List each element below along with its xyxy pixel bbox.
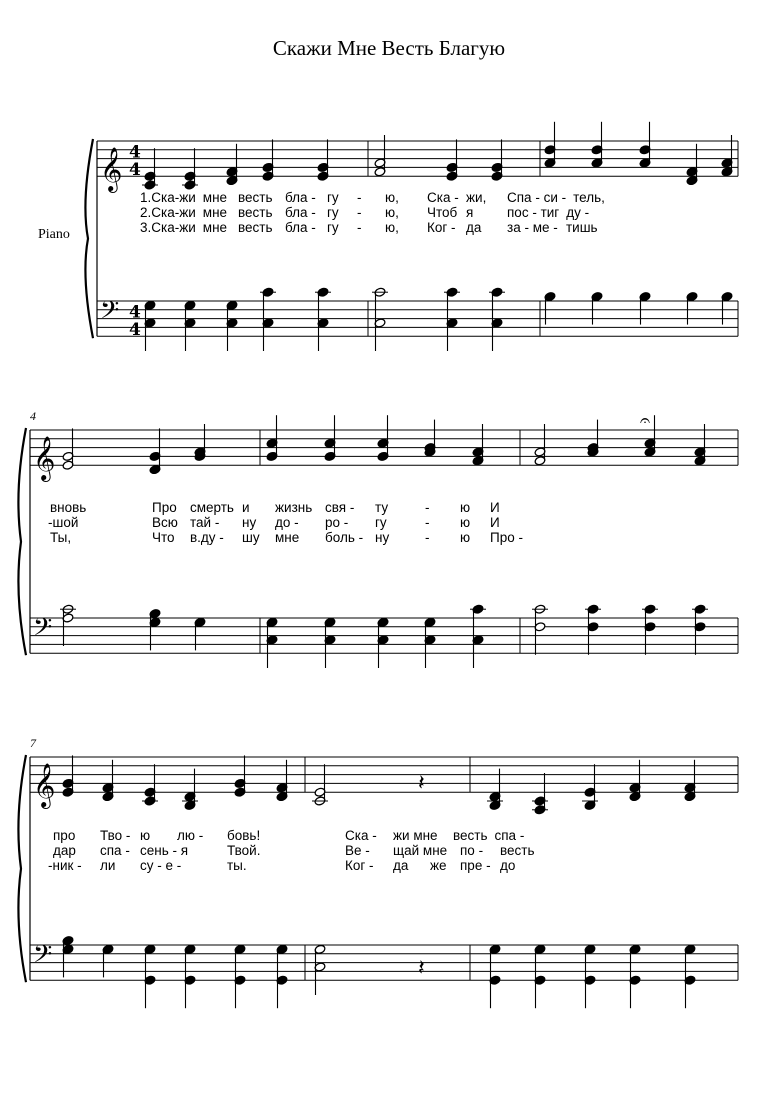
- lyric-syllable: ю,: [385, 190, 399, 205]
- lyric-syllable: пос - тиг: [507, 205, 560, 220]
- lyric-syllable: -ник -: [48, 858, 82, 873]
- lyric-syllable: ду -: [566, 205, 590, 220]
- lyric-syllable: Про: [152, 500, 177, 515]
- lyric-syllable: спа -: [494, 828, 525, 843]
- lyric-syllable: -: [357, 205, 362, 220]
- measure-number: 4: [30, 409, 36, 423]
- lyric-syllable: мне: [202, 205, 228, 220]
- lyric-syllable: тай -: [190, 515, 220, 530]
- lyric-syllable: Ког -: [345, 858, 374, 873]
- lyric-syllable: гу: [327, 205, 339, 220]
- lyric-syllable: же: [430, 858, 447, 873]
- lyric-syllable: 1.Ска-жи: [140, 190, 196, 205]
- treble-clef-icon: 𝄞: [33, 436, 56, 481]
- lyric-syllable: бла -: [285, 220, 316, 235]
- score-title: Скажи Мне Весть Благую: [272, 36, 506, 60]
- lyric-syllable: 3.Ска-жи: [140, 220, 196, 235]
- lyric-syllable: И: [490, 515, 500, 530]
- lyric-syllable: -: [357, 220, 362, 235]
- lyric-syllable: лю -: [177, 828, 204, 843]
- lyric-syllable: вновь: [50, 500, 87, 515]
- lyric-syllable: весть: [238, 220, 273, 235]
- lyric-syllable: ли: [100, 858, 116, 873]
- bass-clef-icon: 𝄢: [100, 296, 120, 331]
- lyric-syllable: за - ме -: [507, 220, 558, 235]
- lyric-syllable: ту: [375, 500, 389, 515]
- lyric-syllable: бовь!: [227, 828, 261, 843]
- lyric-syllable: Спа - си -: [507, 190, 567, 205]
- lyric-syllable: по -: [460, 843, 484, 858]
- bass-clef-icon: 𝄢: [33, 940, 53, 975]
- lyric-syllable: су - е -: [140, 858, 182, 873]
- lyric-syllable: весть: [238, 190, 273, 205]
- lyric-syllable: ро -: [325, 515, 349, 530]
- lyric-syllable: Ког -: [427, 220, 456, 235]
- lyric-syllable: мне: [275, 530, 300, 545]
- lyric-syllable: пре -: [460, 858, 491, 873]
- treble-clef-icon: 𝄞: [100, 147, 123, 192]
- lyric-syllable: весть: [453, 828, 488, 843]
- lyric-syllable: весть: [238, 205, 273, 220]
- lyric-syllable: щай мне: [393, 843, 448, 858]
- time-signature-bottom: 4: [129, 320, 141, 341]
- lyric-syllable: ю: [460, 530, 471, 545]
- lyric-syllable: весть: [500, 843, 535, 858]
- fermata-icon: 𝄐: [640, 410, 651, 431]
- lyric-syllable: Ты,: [50, 530, 72, 545]
- lyric-syllable: тель,: [573, 190, 605, 205]
- brace: [18, 755, 26, 982]
- instrument-label: Piano: [38, 227, 70, 242]
- lyric-syllable: ю,: [385, 205, 399, 220]
- lyric-syllable: Твой.: [227, 843, 261, 858]
- lyric-syllable: И: [490, 500, 500, 515]
- lyric-syllable: ю: [460, 515, 471, 530]
- lyric-syllable: Тво -: [100, 828, 131, 843]
- lyric-syllable: ю: [460, 500, 471, 515]
- lyric-syllable: ну: [375, 530, 390, 545]
- lyric-syllable: Ска -: [427, 190, 459, 205]
- lyric-syllable: Про -: [490, 530, 523, 545]
- lyric-syllable: бла -: [285, 190, 316, 205]
- lyric-syllable: гу: [375, 515, 387, 530]
- lyric-syllable: да: [466, 220, 482, 235]
- quarter-rest-icon: 𝄽: [418, 956, 425, 981]
- lyric-syllable: -: [425, 530, 430, 545]
- lyric-syllable: Что: [152, 530, 175, 545]
- measure-number: 7: [30, 736, 36, 750]
- lyric-syllable: Всю: [152, 515, 178, 530]
- lyric-syllable: бла -: [285, 205, 316, 220]
- lyric-syllable: сень - я: [140, 843, 189, 858]
- treble-clef-icon: 𝄞: [33, 763, 56, 808]
- lyric-syllable: смерть: [190, 500, 234, 515]
- lyric-syllable: до -: [275, 515, 299, 530]
- lyric-syllable: ю,: [385, 220, 399, 235]
- lyric-syllable: ну: [242, 515, 257, 530]
- lyric-syllable: Чтоб: [427, 205, 458, 220]
- lyric-syllable: мне: [202, 220, 228, 235]
- lyric-syllable: до: [500, 858, 516, 873]
- lyric-syllable: -шой: [48, 515, 79, 530]
- lyric-syllable: жи,: [466, 190, 487, 205]
- time-signature-top: 4: [129, 302, 141, 323]
- brace: [85, 139, 93, 338]
- bass-clef-icon: 𝄢: [33, 613, 53, 648]
- lyric-syllable: жи мне: [393, 828, 438, 843]
- time-signature-bottom: 4: [129, 160, 141, 181]
- time-signature-top: 4: [129, 142, 141, 163]
- lyric-syllable: -: [425, 515, 430, 530]
- lyric-syllable: жизнь: [275, 500, 313, 515]
- lyric-syllable: я: [466, 205, 474, 220]
- lyric-syllable: гу: [327, 220, 339, 235]
- lyric-syllable: Ска -: [345, 828, 377, 843]
- lyric-syllable: ю: [140, 828, 151, 843]
- quarter-rest-icon: 𝄽: [418, 771, 425, 796]
- lyric-syllable: в.ду -: [190, 530, 224, 545]
- lyric-syllable: и: [242, 500, 250, 515]
- lyric-syllable: тишь: [566, 220, 598, 235]
- lyric-syllable: дар: [53, 843, 76, 858]
- lyric-syllable: спа -: [100, 843, 130, 858]
- lyric-syllable: свя -: [325, 500, 355, 515]
- lyric-syllable: да: [393, 858, 409, 873]
- lyric-syllable: мне: [202, 190, 228, 205]
- lyric-syllable: боль -: [325, 530, 364, 545]
- lyric-syllable: ты.: [227, 858, 247, 873]
- lyric-syllable: гу: [327, 190, 339, 205]
- lyric-syllable: шу: [242, 530, 260, 545]
- brace: [18, 428, 26, 655]
- lyric-syllable: -: [357, 190, 362, 205]
- lyric-syllable: Ве -: [345, 843, 370, 858]
- lyric-syllable: -: [425, 500, 430, 515]
- lyric-syllable: 2.Ска-жи: [140, 205, 196, 220]
- lyric-syllable: про: [53, 828, 76, 843]
